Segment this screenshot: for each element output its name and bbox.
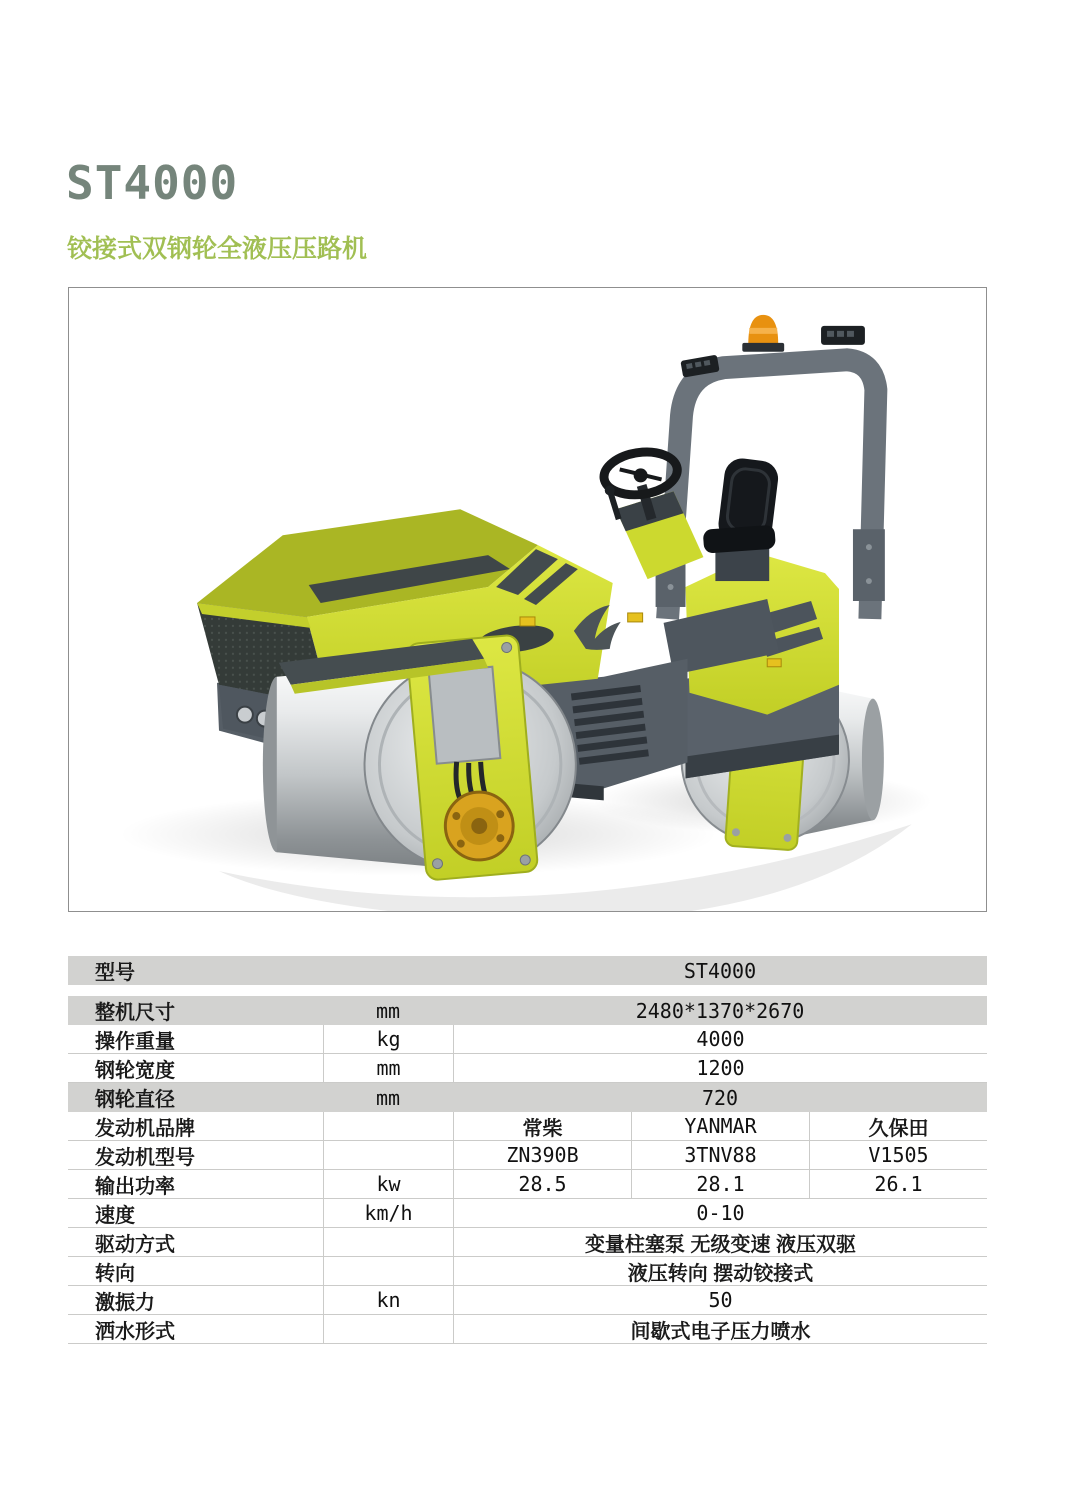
operator-seat	[703, 456, 780, 553]
spec-value-cell: 28.5	[453, 1170, 631, 1198]
spec-unit-cell	[323, 956, 453, 985]
spec-row	[68, 1025, 987, 1054]
spec-row	[68, 1228, 987, 1257]
spec-values-group	[453, 1025, 987, 1053]
spec-unit-cell: kn	[323, 1286, 453, 1314]
spec-value-cell: 1200	[453, 1054, 987, 1082]
spec-row	[68, 1112, 987, 1141]
spec-values-group	[453, 1286, 987, 1314]
spec-unit-cell: kg	[323, 1025, 453, 1053]
spec-unit-cell	[323, 1141, 453, 1169]
spec-row-gap	[68, 985, 987, 996]
spec-values-group	[453, 1141, 987, 1169]
product-photo-frame	[68, 287, 987, 912]
spec-value-cell: 久保田	[809, 1112, 987, 1140]
spec-table-body	[68, 956, 987, 1344]
spec-row	[68, 1170, 987, 1199]
roller-illustration	[69, 288, 986, 911]
spec-label-cell: 操作重量	[95, 1030, 175, 1053]
spec-value-cell: ZN390B	[453, 1141, 631, 1169]
spec-values-group	[453, 956, 987, 985]
spec-value-cell: V1505	[809, 1141, 987, 1169]
spec-value-cell: 50	[453, 1286, 987, 1314]
spec-unit-cell	[323, 1112, 453, 1140]
spec-label-cell: 洒水形式	[95, 1320, 175, 1343]
spec-unit-cell	[323, 1228, 453, 1256]
spec-label-cell: 转向	[95, 1262, 135, 1285]
spec-value-cell: YANMAR	[631, 1112, 809, 1140]
spec-row	[68, 1141, 987, 1170]
spec-label-cell: 发动机品牌	[95, 1117, 195, 1140]
spec-value-cell: 变量柱塞泵 无级变速 液压双驱	[453, 1228, 987, 1256]
spec-value-cell: 0-10	[453, 1199, 987, 1227]
page-subtitle: 铰接式双钢轮全液压压路机	[67, 235, 368, 263]
spec-unit-cell	[323, 1257, 453, 1285]
spec-label-cell: 整机尺寸	[95, 1002, 175, 1024]
page-title: ST4000	[66, 156, 239, 210]
spec-unit-cell: kw	[323, 1170, 453, 1198]
control-lever	[611, 493, 619, 519]
spec-value-cell: ST4000	[683, 958, 757, 983]
spec-value-cell: 常柴	[453, 1112, 631, 1140]
spec-values-group	[453, 1228, 987, 1256]
spec-unit-cell: mm	[375, 1085, 401, 1110]
spec-value-cell: 28.1	[631, 1170, 809, 1198]
spec-row	[68, 1054, 987, 1083]
spec-row	[68, 1083, 987, 1112]
spec-values-group	[453, 1112, 987, 1140]
spec-table	[68, 956, 987, 1344]
spec-values-group	[453, 996, 987, 1025]
spec-values-group	[453, 1083, 987, 1112]
spec-value-cell: 3TNV88	[631, 1141, 809, 1169]
warning-sticker	[628, 613, 643, 622]
warning-sticker	[520, 617, 535, 626]
spec-values-group	[453, 1315, 987, 1343]
spec-label-cell: 速度	[95, 1204, 135, 1227]
warning-sticker	[767, 659, 781, 667]
spec-label-cell: 型号	[95, 962, 135, 984]
spec-row	[68, 956, 987, 985]
operator-station	[601, 448, 780, 675]
spec-values-group	[453, 1170, 987, 1198]
spec-value-cell: 26.1	[809, 1170, 987, 1198]
spec-label-cell: 钢轮直径	[95, 1089, 175, 1111]
spec-value-cell: 720	[701, 1085, 739, 1110]
work-light-icon	[821, 326, 865, 345]
spec-label-cell: 钢轮宽度	[95, 1059, 175, 1082]
spec-unit-cell: mm	[375, 998, 401, 1023]
spec-row	[68, 996, 987, 1025]
spec-unit-cell: mm	[323, 1054, 453, 1082]
spec-unit-cell	[323, 1315, 453, 1343]
spec-value-cell: 间歇式电子压力喷水	[453, 1315, 987, 1343]
spec-values-group	[453, 1199, 987, 1227]
spec-label-cell: 输出功率	[95, 1175, 175, 1198]
spec-label-cell: 激振力	[95, 1291, 155, 1314]
spec-row	[68, 1257, 987, 1286]
spec-row	[68, 1286, 987, 1315]
spec-label-cell: 发动机型号	[95, 1146, 195, 1169]
rops-hinge-right	[853, 529, 885, 601]
spec-value-cell: 液压转向 摆动铰接式	[453, 1257, 987, 1285]
spec-value-cell: 2480*1370*2670	[635, 998, 805, 1023]
spec-row	[68, 1315, 987, 1344]
spec-unit-cell: km/h	[323, 1199, 453, 1227]
spec-values-group	[453, 1257, 987, 1285]
beacon-light-icon	[742, 315, 784, 352]
spec-label-cell: 驱动方式	[95, 1233, 175, 1256]
spec-values-group	[453, 1054, 987, 1082]
spec-row	[68, 1199, 987, 1228]
spec-value-cell: 4000	[453, 1025, 987, 1053]
